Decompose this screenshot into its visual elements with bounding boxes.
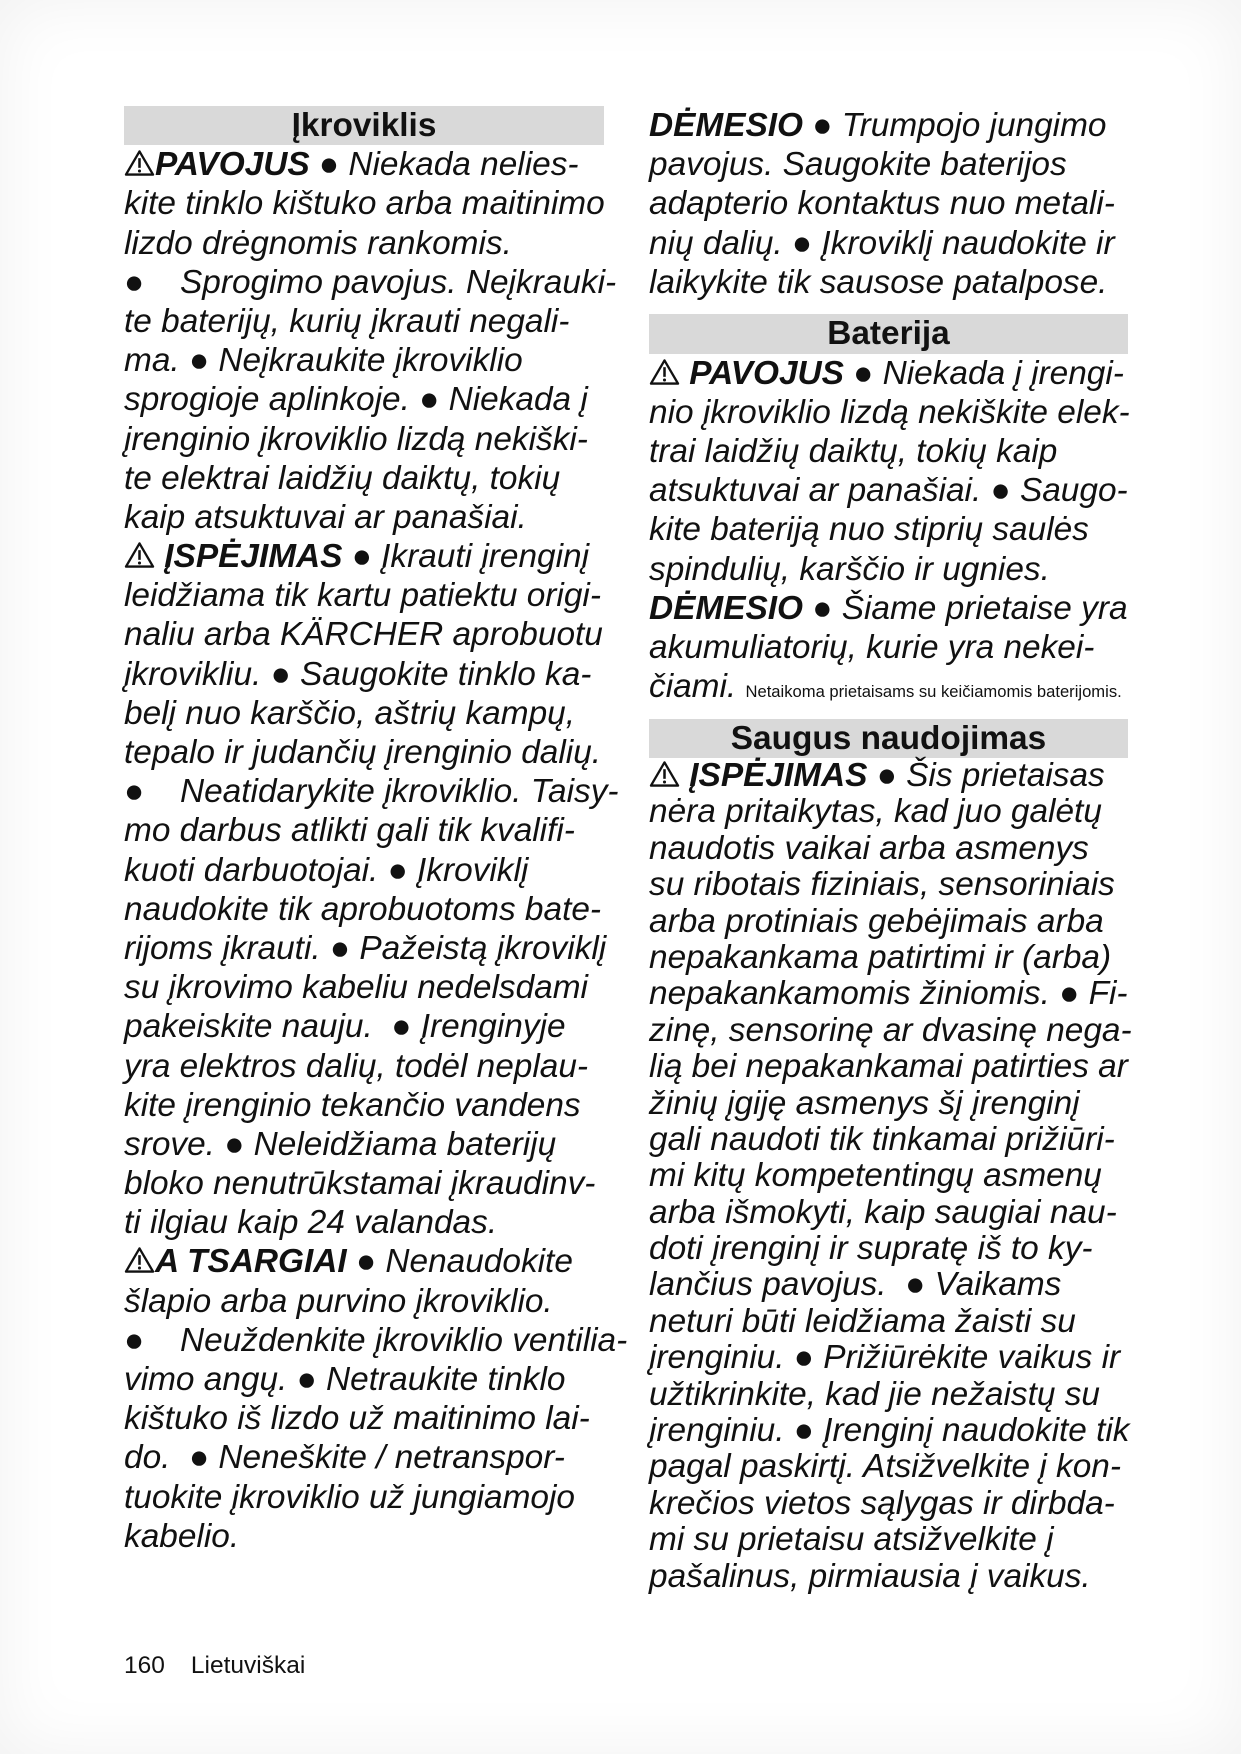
text-line: [649, 1559, 1128, 1595]
text-line: [124, 733, 604, 772]
body-text: rijoms įkrauti. ● Pažeistą įkroviklį: [124, 929, 607, 967]
text-line: [124, 184, 604, 223]
section-safe-use-text: [649, 757, 1132, 1595]
text-line: [649, 976, 1128, 1012]
text-line: [124, 302, 604, 341]
text-line: [124, 694, 604, 733]
text-line: [124, 420, 604, 459]
body-text: įrenginiu. ● Įrenginį naudokite tik: [649, 1412, 1130, 1450]
text-line: [124, 224, 604, 263]
text-line: [124, 615, 604, 654]
body-text: ● Trumpojo jungimo: [803, 107, 1107, 144]
text-line: [649, 1267, 1128, 1303]
body-text: naliu arba KÄRCHER aprobuotu: [124, 616, 603, 654]
body-text: nio įkroviklio lizdą nekiškite elek-: [649, 393, 1130, 431]
text-line: [649, 1304, 1128, 1340]
body-text: pakeiskite nauju. ● Įrenginyje: [124, 1008, 566, 1046]
body-text: doti įrenginį ir supratę iš to ky-: [649, 1230, 1093, 1268]
section-charger-text: [124, 145, 628, 1556]
warning-icon: [649, 760, 680, 788]
text-line: [124, 1164, 604, 1203]
hazard-label: PAVOJUS: [680, 354, 844, 392]
body-text: naudokite tik aprobuotoms bate-: [124, 890, 602, 928]
warning-icon: [124, 1246, 155, 1274]
body-text: zinę, sensorinę ar dvasinę nega-: [649, 1011, 1132, 1049]
text-line: [649, 510, 1128, 549]
text-line: [124, 1047, 604, 1086]
text-line: [649, 1231, 1128, 1267]
body-text: Neuždenkite įkroviklio ventilia-: [180, 1321, 628, 1359]
text-line: [124, 811, 604, 850]
text-line: [124, 929, 607, 968]
text-line: [124, 1478, 604, 1517]
body-text: kabelio.: [124, 1517, 240, 1555]
body-text: įrenginiu. ● Prižiūrėkite vaikus ir: [649, 1339, 1121, 1377]
body-text: arba protiniais gebėjimais arba: [649, 902, 1104, 940]
text-line: [124, 1086, 604, 1125]
text-line: [124, 655, 604, 694]
list-bullet: ●: [124, 1321, 145, 1359]
text-line: [124, 380, 604, 419]
body-text: akumuliatorių, kurie yra nekei-: [649, 628, 1095, 666]
body-text: įrenginio įkroviklio lizdą nekiški-: [124, 420, 588, 458]
text-line: [124, 968, 604, 1007]
body-text: ● Nenaudokite: [346, 1243, 573, 1281]
body-text: ● Įkrauti įrenginį: [342, 538, 590, 576]
body-text: ti ilgiau kaip 24 valandas.: [124, 1204, 498, 1242]
text-line: [649, 758, 1128, 794]
text-line: [649, 1086, 1128, 1122]
body-text: belį nuo karščio, aštrių kampų,: [124, 694, 575, 732]
text-line: [649, 1158, 1128, 1194]
left-column: [124, 106, 628, 1556]
page-footer: [124, 1651, 305, 1681]
text-line: [649, 224, 1128, 263]
text-line: [124, 772, 619, 811]
body-text: nepakankamomis žiniomis. ● Fi-: [649, 975, 1128, 1013]
body-text: lią bei nepakankamai patirties ar: [649, 1048, 1128, 1086]
body-text: mi kitų kompetentingų asmenų: [649, 1157, 1102, 1195]
text-line: [124, 537, 604, 576]
section-battery-text: [649, 354, 1128, 707]
body-text: atsuktuvai ar panašiai. ● Saugo-: [649, 472, 1128, 510]
text-line: [649, 1122, 1128, 1158]
text-line: [649, 1011, 1132, 1049]
body-text: ma. ● Neįkraukite įkroviklio: [124, 342, 523, 380]
body-text: čiami.: [649, 668, 746, 706]
body-text: kite bateriją nuo stiprių saulės: [649, 511, 1089, 549]
body-text: įkrovikliu. ● Saugokite tinklo ka-: [124, 655, 592, 693]
body-text: nių dalių. ● Įkroviklį naudokite ir: [649, 224, 1115, 262]
section-charger-caution-text: [649, 106, 1128, 302]
body-text: šlapio arba purvino įkroviklio.: [124, 1282, 553, 1320]
body-text: lančius pavojus. ● Vaikams: [649, 1266, 1062, 1304]
body-text: gali naudoti tik tinkamai prižiūri-: [649, 1120, 1115, 1158]
text-line: [649, 867, 1128, 903]
body-text: žinių įgiję asmenys šį įrenginį: [649, 1084, 1080, 1122]
text-line: [124, 1321, 628, 1360]
body-text: tuokite įkroviklio už jungiamojo: [124, 1478, 575, 1516]
body-text: Neatidarykite įkroviklio. Taisy-: [180, 773, 619, 811]
body-text: nėra pritaikytas, kad juo galėtų: [649, 793, 1102, 831]
body-text: naudotis vaikai arba asmenys: [649, 829, 1089, 867]
text-line: [649, 1340, 1128, 1376]
body-text: ● Šis prietaisas: [867, 757, 1105, 794]
body-text: pavojus. Saugokite baterijos: [649, 146, 1067, 184]
body-text: Sprogimo pavojus. Neįkrauki-: [180, 263, 617, 301]
body-text: pašalinus, pirmiausia į vaikus.: [649, 1557, 1091, 1595]
right-column: [649, 106, 1132, 1595]
text-line: [124, 1125, 604, 1164]
body-text: arba išmokyti, kaip saugiai nau-: [649, 1193, 1117, 1231]
text-line: [649, 550, 1128, 589]
hazard-label: DĖMESIO: [649, 107, 803, 144]
text-line: [649, 940, 1128, 976]
body-text: kite tinklo kištuko arba maitinimo: [124, 185, 605, 223]
body-text: spindulių, karščio ir ugnies.: [649, 550, 1050, 588]
body-text: ● Niekada nelies-: [309, 146, 579, 184]
text-line: [649, 1486, 1128, 1522]
heading-battery: Baterija: [649, 314, 1128, 353]
text-line: [124, 145, 604, 184]
text-line: [124, 1517, 604, 1556]
body-text: lizdo drėgnomis rankomis.: [124, 224, 512, 262]
hazard-label: A TSARGIAI: [155, 1243, 347, 1281]
body-text: neturi būti leidžiama žaisti su: [649, 1302, 1076, 1340]
text-line: [124, 1438, 604, 1477]
text-line: [124, 1007, 604, 1046]
body-text: trai laidžių daiktų, tokių kaip: [649, 433, 1058, 470]
text-line: [124, 498, 604, 537]
body-text: te baterijų, kurių įkrauti negali-: [124, 302, 570, 340]
hazard-label: ĮSPĖJIMAS: [680, 757, 868, 794]
text-line: [124, 1360, 604, 1399]
text-line: [649, 1377, 1128, 1413]
text-line: [124, 851, 604, 890]
body-text: ● Šiame prietaise yra: [803, 589, 1128, 627]
text-line: [649, 354, 1128, 393]
text-line: [124, 1242, 604, 1281]
text-line: [124, 576, 604, 615]
body-text: su ribotais fiziniais, sensoriniais: [649, 866, 1115, 904]
body-text: te elektrai laidžių daiktų, tokių: [124, 459, 561, 497]
body-text: kuoti darbuotojai. ● Įkroviklį: [124, 851, 529, 889]
text-line: [649, 589, 1128, 628]
text-line: [124, 1203, 604, 1242]
text-line: [649, 106, 1128, 145]
text-line: [124, 1399, 604, 1438]
text-line: [124, 1282, 604, 1321]
text-line: [124, 459, 604, 498]
text-line: [649, 1449, 1128, 1485]
section-safe-use: [649, 719, 1132, 1595]
body-text: mi su prietaisu atsižvelkite į: [649, 1521, 1054, 1559]
body-text: užtikrinkite, kad jie nežaistų su: [649, 1375, 1100, 1413]
warning-icon: [124, 541, 155, 569]
heading-safe-use: Saugus naudojimas: [649, 719, 1128, 758]
section-charger: [124, 106, 628, 1556]
body-text: mo darbus atlikti gali tik kvalifi-: [124, 812, 575, 850]
text-line: [649, 904, 1128, 940]
warning-icon: [124, 149, 155, 177]
body-text: pagal paskirtį. Atsižvelkite į kon-: [649, 1448, 1121, 1486]
text-line: [649, 263, 1128, 302]
body-text: sprogioje aplinkoje. ● Niekada į: [124, 381, 588, 419]
body-text: adapterio kontaktus nuo metali-: [649, 185, 1115, 223]
warning-icon: [649, 358, 680, 386]
footer-language: Lietuviškai: [190, 1652, 306, 1679]
body-text: bloko nenutrūkstamai įkraudinv-: [124, 1165, 596, 1203]
text-line: [649, 1413, 1128, 1449]
body-text: srove. ● Neleidžiama baterijų: [124, 1125, 557, 1163]
body-text: kištuko iš lizdo už maitinimo lai-: [124, 1400, 590, 1438]
text-line: [649, 393, 1128, 432]
text-line: [649, 1195, 1128, 1231]
text-line: [124, 890, 604, 929]
text-line: [649, 432, 1128, 471]
list-bullet: ●: [124, 263, 145, 301]
hazard-label: PAVOJUS: [155, 146, 310, 184]
body-text: kaip atsuktuvai ar panašiai.: [124, 498, 527, 536]
body-text: yra elektros dalių, todėl neplau-: [124, 1047, 589, 1085]
text-line: [124, 263, 617, 302]
body-text: kite įrenginio tekančio vandens: [124, 1086, 581, 1124]
text-line: [649, 831, 1128, 867]
body-text: nepakankama patirtimi ir (arba): [649, 938, 1112, 976]
heading-charger: Įkroviklis: [124, 106, 604, 145]
small-note: Netaikoma prietaisams su keičiamomis baterijomis.: [745, 682, 1122, 702]
body-text: leidžiama tik kartu patiektu origi-: [124, 577, 601, 615]
text-line: [649, 1522, 1128, 1558]
body-text: tepalo ir judančių įrenginio dalių.: [124, 734, 602, 771]
section-battery: [649, 314, 1128, 706]
text-line: [649, 145, 1128, 184]
body-text: do. ● Neneškite / netranspor-: [124, 1439, 565, 1477]
hazard-label: ĮSPĖJIMAS: [155, 538, 343, 576]
list-bullet: ●: [124, 773, 145, 811]
text-line: [649, 184, 1128, 223]
body-text: ● Niekada į įrengi-: [843, 354, 1124, 392]
hazard-label: DĖMESIO: [649, 589, 803, 627]
text-line: [649, 794, 1128, 830]
text-line: [649, 471, 1128, 510]
body-text: krečios vietos sąlygas ir dirbda-: [649, 1484, 1115, 1522]
page-number: 160: [124, 1652, 165, 1679]
body-text: vimo angų. ● Netraukite tinklo: [124, 1361, 566, 1398]
text-line: [649, 667, 1128, 706]
body-text: laikykite tik sausose patalpose.: [649, 263, 1108, 301]
body-text: su įkrovimo kabeliu nedelsdami: [124, 969, 588, 1007]
text-line: [124, 341, 604, 380]
text-line: [649, 628, 1128, 667]
text-line: [649, 1049, 1128, 1085]
section-charger-caution: [649, 106, 1128, 302]
